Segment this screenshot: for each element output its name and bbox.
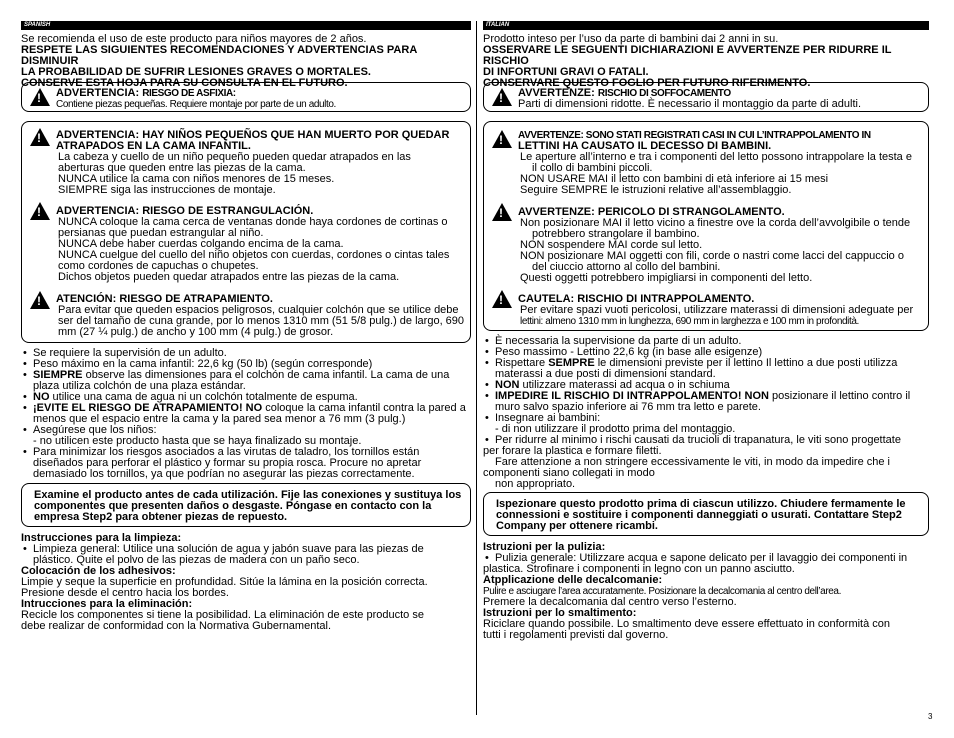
inspect-text: empresa Step2 para obtener piezas de repuesto. [34, 511, 288, 523]
warning-line: persianas que puedan estrangular al niño. [58, 227, 264, 239]
bullet-cont: menos que el espacio entre la cama y la pared sea menor a 76 mm (3 pulg.) [33, 413, 406, 425]
bullet-item: • Se requiere la supervisión de un adulto. [21, 348, 476, 359]
warning-line: il collo di bambini piccoli. [532, 162, 653, 174]
disposal-heading: Istruzioni per lo smaltimento: [483, 607, 637, 619]
warning-line: NUNCA coloque la cama cerca de ventanas donde haya cordones de cortinas o [58, 216, 448, 228]
warning-line: Seguire SEMPRE le istruzioni relative all’assemblaggio. [520, 184, 792, 196]
bullet-cont: materassi a due posti di dimensioni standard. [495, 368, 716, 380]
warning-icon [492, 290, 512, 308]
bullet-item: • Peso massimo - Lettino 22,6 kg (in base alle esigenze) [483, 347, 933, 358]
inspect-text: Examine el producto antes de cada utilización. Fije las conexiones y sustituya los [34, 489, 462, 501]
inspect-text: componentes que presenten daños o desgaste. Póngase en contacto con la [34, 500, 432, 512]
warning-line: Per evitare spazi vuoti pericolosi, utilizzare materassi di dimensioni adeguate per [520, 304, 914, 316]
intro-text: Se recomienda el uso de este producto para niños mayores de 2 años. [21, 33, 367, 45]
warning-line: NUNCA utilice la cama con niños menores de 15 meses. [58, 173, 335, 185]
warning-subtitle: LETTINI HA CAUSATO IL DECESSO DI BAMBINI. [518, 140, 772, 152]
warning-line: La cabeza y cuello de un niño pequeño pueden quedar atrapados en las [58, 151, 411, 163]
warning-icon [30, 128, 50, 146]
page-number: 3 [928, 712, 933, 721]
decal-heading: Colocación de los adhesivos: [21, 565, 176, 577]
warning-line: NUNCA cuelgue del cuello del niño objetos con cuerdas, cordones o cintas tales [58, 249, 450, 261]
italian-label: ITALIAN [486, 22, 510, 28]
bullet-cont: plaza utiliza colchón de una plaza estándar. [33, 380, 246, 392]
bullet-item: • Peso máximo en la cama infantil: 22,6 kg (50 lb) (según corresponde) [21, 359, 476, 370]
warning-line: mm (27 ¼ pulg.) de ancho y 100 mm (4 pulg.) de grosor. [58, 326, 334, 338]
bullet-item: • È necessaria la supervisione da parte di un adulto. [483, 336, 933, 347]
bullet-item [483, 358, 933, 369]
bullet-bold: IMPEDIRE IL RISCHIO DI INTRAPPOLAMENTO! NON [495, 390, 769, 402]
disposal-heading: Intrucciones para la eliminación: [21, 598, 193, 610]
bullet-text: observe las dimensiones para el colchón de cama infantil. La cama de una [82, 369, 450, 381]
warning-subtitle: PERICOLO DI STRANGOLAMENTO. [597, 206, 785, 218]
cleaning-text: • Limpieza general: Utilice una solución de agua y jabón suave para las piezas de [21, 544, 476, 555]
warning-title: AVVERTENZE: [518, 206, 595, 218]
intro-bold: CONSERVARE QUESTO FOGLIO PER FUTURO RIFERIMENTO. [483, 77, 811, 89]
warning-subtitle: RIESGO DE ESTRANGULACIÓN. [142, 205, 314, 217]
warning-icon [492, 130, 512, 148]
warning-icon [30, 291, 50, 309]
bullet-text: utilizzare materassi ad acqua o in schiuma [519, 379, 730, 391]
warning-title: ADVERTENCIA: [56, 205, 140, 217]
warning-line: lettini: almeno 1310 mm in lunghezza, 690 mm in larghezza e 100 mm in profondità. [520, 316, 859, 327]
decal-text: Limpie y seque la superficie en profundidad. Sitúe la lámina en la posición correcta. [21, 576, 428, 588]
warning-line: NON sospendere MAI corde sul letto. [520, 239, 703, 251]
inspect-text: connessioni e sostituire i componenti danneggiati o usurati. Contattare Step2 [496, 509, 902, 521]
warning-line: NON USARE MAI il letto con bambini di età inferiore ai 15 mesi [520, 173, 829, 185]
warning-line: potrebbero strangolare il bambino. [532, 228, 700, 240]
warning-subtitle: RIESGO DE ASFIXIA: [142, 88, 236, 99]
inspect-text: Ispezionare questo prodotto prima di ciascun utilizzo. Chiudere fermamente le [496, 498, 906, 510]
disposal-text: Recicle los componentes si tiene la posibilidad. La eliminación de este producto se [21, 609, 424, 621]
cleaning-heading: Istruzioni per la pulizia: [483, 541, 606, 553]
inspect-box [483, 492, 929, 536]
warning-line: Dichos objetos pueden quedar atrapados entre las piezas de la cama. [58, 271, 400, 283]
decal-text: Presione desde el centro hacia los bordes. [21, 587, 229, 599]
intro-bold: CONSERVE ESTA HOJA PARA SU CONSULTA EN EL FUTURO. [21, 77, 348, 89]
bullet-text: posizionare il lettino contro il [769, 390, 911, 402]
warning-line: Le aperture all’interno e tra i componenti del letto possono intrappolare la testa e [520, 151, 912, 163]
bullet-item: • Asegúrese que los niños: [21, 425, 476, 436]
bullet-cont: diseñados para perforar el plástico y formar su propia rosca. Procure no apretar [33, 457, 422, 469]
disposal-text: debe realizar de conformidad con la Normativa Gubernamental. [21, 620, 331, 632]
warning-icon [30, 88, 50, 106]
intro-bold: RESPETE LAS SIGUIENTES RECOMENDACIONES Y ADVERTENCIAS PARA DISMINUIR [21, 44, 417, 67]
warning-icon [30, 202, 50, 220]
spanish-intro [21, 34, 476, 89]
warning-title: ATENCIÓN: [56, 293, 117, 305]
bullet-bold: SEMPRE [548, 357, 595, 369]
cleaning-text: plástico. Quite el polvo de las piezas de madera con un paño seco. [33, 554, 360, 566]
italian-bullets [483, 336, 933, 490]
bullet-bold: SIEMPRE [33, 369, 83, 381]
warning-line: NON posizionare MAI oggetti con fili, corde o nastri come lacci del cappuccio o [520, 250, 904, 262]
decal-heading: Atpplicazione delle decalcomanie: [483, 574, 663, 586]
bullet-cont: non appropriato. [495, 478, 576, 490]
warning-text: Parti di dimensioni ridotte. È necessario il montaggio da parte di adulti. [518, 98, 862, 110]
bullet-bold: NON [495, 379, 520, 391]
warning-title: CAUTELA: [518, 293, 575, 305]
cleaning-text: • Pulizia generale: Utilizzare acqua e sapone delicato per il lavaggio dei componenti in [483, 553, 933, 564]
warning-line: ser del tamaño de cuna grande, por lo menos 1310 mm (51 5/8 pulg.) de largo, 690 [58, 315, 465, 327]
bullet-text: utilice una cama de agua ni un colchón totalmente de espuma. [49, 391, 358, 403]
bullet-cont: demasiado los tornillos, ya que podrían no asegurar las piezas correctamente. [33, 468, 415, 480]
bullet-bold: NO [33, 391, 50, 403]
bullet-text: coloque la cama infantil contra la pared a [262, 402, 466, 414]
bullet-cont: - no utilicen este producto hasta que se haya finalizado su montaje. [33, 435, 362, 447]
warning-subtitle: ATRAPADOS EN LA CAMA INFANTIL. [56, 140, 251, 152]
column-divider [476, 21, 477, 715]
warning-title: AVVERTENZE: [518, 87, 595, 99]
bullet-cont: componenti siano collegati in modo [483, 467, 655, 479]
warning-line: SIEMPRE siga las instrucciones de montaje. [58, 184, 276, 196]
decal-text: Pulire e asciugare l’area accuratamente. Posizionare la decalcomania al centro dell’area. [483, 586, 841, 597]
spanish-instructions [21, 533, 476, 632]
choking-warning-box [483, 82, 929, 112]
spanish-header-bar [21, 21, 471, 30]
warning-line: Para evitar que queden espacios peligrosos, cualquier colchón que se utilice debe [58, 304, 459, 316]
warning-icon [492, 88, 512, 106]
decal-text: Premere la decalcomania dal centro verso l’esterno. [483, 596, 737, 608]
bullet-item [21, 370, 476, 381]
warning-line: aberturas que queden entre las piezas de la cama. [58, 162, 306, 174]
bullet-item: • Para minimizar los riesgos asociados a las virutas de taladro, los tornillos están [21, 447, 476, 458]
warning-subtitle: HAY NIÑOS PEQUEÑOS QUE HAN MUERTO POR QUEDAR [142, 129, 450, 141]
bullet-cont: Fare attenzione a non stringere eccessivamente le viti, in modo da impedire che i [495, 456, 890, 468]
italian-header-bar [483, 21, 929, 30]
warning-line: Questi oggetti potrebbero impigliarsi in componenti del letto. [520, 272, 813, 284]
disposal-text: Riciclare quando possibile. Lo smaltimento deve essere effettuato in conformità con [483, 618, 891, 630]
bullet-text: Rispettare [495, 357, 549, 369]
bullet-item: • Per ridurre al minimo i rischi causati da trucioli di trapanatura, le viti sono progettate [483, 435, 933, 446]
main-warnings-box [483, 121, 929, 331]
choking-warning-box [21, 82, 471, 112]
cleaning-heading: Instrucciones para la limpieza: [21, 532, 182, 544]
bullet-item [21, 403, 476, 414]
intro-bold: LA PROBABILIDAD DE SUFRIR LESIONES GRAVES O MORTALES. [21, 66, 371, 78]
bullet-cont: - di non utilizzare il prodotto prima del montaggio. [495, 423, 736, 435]
intro-bold: DI INFORTUNI GRAVI O FATALI. [483, 66, 649, 78]
warning-icon [492, 203, 512, 221]
warning-text: Contiene piezas pequeñas. Requiere montaje por parte de un adulto. [56, 99, 336, 110]
italian-intro [483, 34, 933, 89]
cleaning-text: plastica. Strofinare i componenti in legno con un panno asciutto. [483, 563, 795, 575]
warning-line: del ciuccio attorno al collo del bambini. [532, 261, 721, 273]
inspect-box [21, 483, 471, 527]
spanish-label: SPANISH [24, 22, 51, 28]
main-warnings-box [21, 121, 471, 343]
bullet-item: • Insegnare ai bambini: [483, 413, 933, 424]
warning-line: como cordones de capuchas o chupetes. [58, 260, 259, 272]
warning-subtitle: RIESGO DE ATRAPAMIENTO. [119, 293, 273, 305]
italian-instructions [483, 542, 933, 641]
bullet-item [483, 391, 933, 402]
warning-line: NUNCA debe haber cuerdas colgando encima de la cama. [58, 238, 344, 250]
bullet-bold: ¡EVITE EL RIESGO DE ATRAPAMIENTO! NO [33, 402, 263, 414]
warning-title: ADVERTENCIA: [56, 87, 140, 99]
warning-line: Non posizionare MAI il letto vicino a finestre ove la corda dell’avvolgibile o tende [520, 217, 911, 229]
warning-subtitle: RISCHIO DI SOFFOCAMENTO [597, 88, 731, 99]
warning-subtitle: RISCHIO DI INTRAPPOLAMENTO. [577, 293, 755, 305]
intro-text: Prodotto inteso per l’uso da parte di bambini dai 2 anni in su. [483, 33, 779, 45]
inspect-text: Company per ottenere ricambi. [496, 520, 658, 532]
warning-subtitle: AVVERTENZE: SONO STATI REGISTRATI CASI IN CUI L’INTRAPPOLAMENTO IN [518, 130, 871, 141]
bullet-cont: muro salvo spazio inferiore ai 76 mm tra letto e parete. [495, 401, 761, 413]
bullet-text: le dimensioni previste per il lettino Il lettino a due posti utilizza [594, 357, 898, 369]
bullet-cont: per forare la plastica e formare filetti. [483, 445, 662, 457]
disposal-text: tutti i regolamenti previsti dal governo. [483, 629, 669, 641]
spanish-bullets [21, 348, 476, 480]
warning-title: ADVERTENCIA: [56, 129, 140, 141]
intro-bold: OSSERVARE LE SEGUENTI DICHIARAZIONI E AVVERTENZE PER RIDURRE IL RISCHIO [483, 44, 892, 67]
